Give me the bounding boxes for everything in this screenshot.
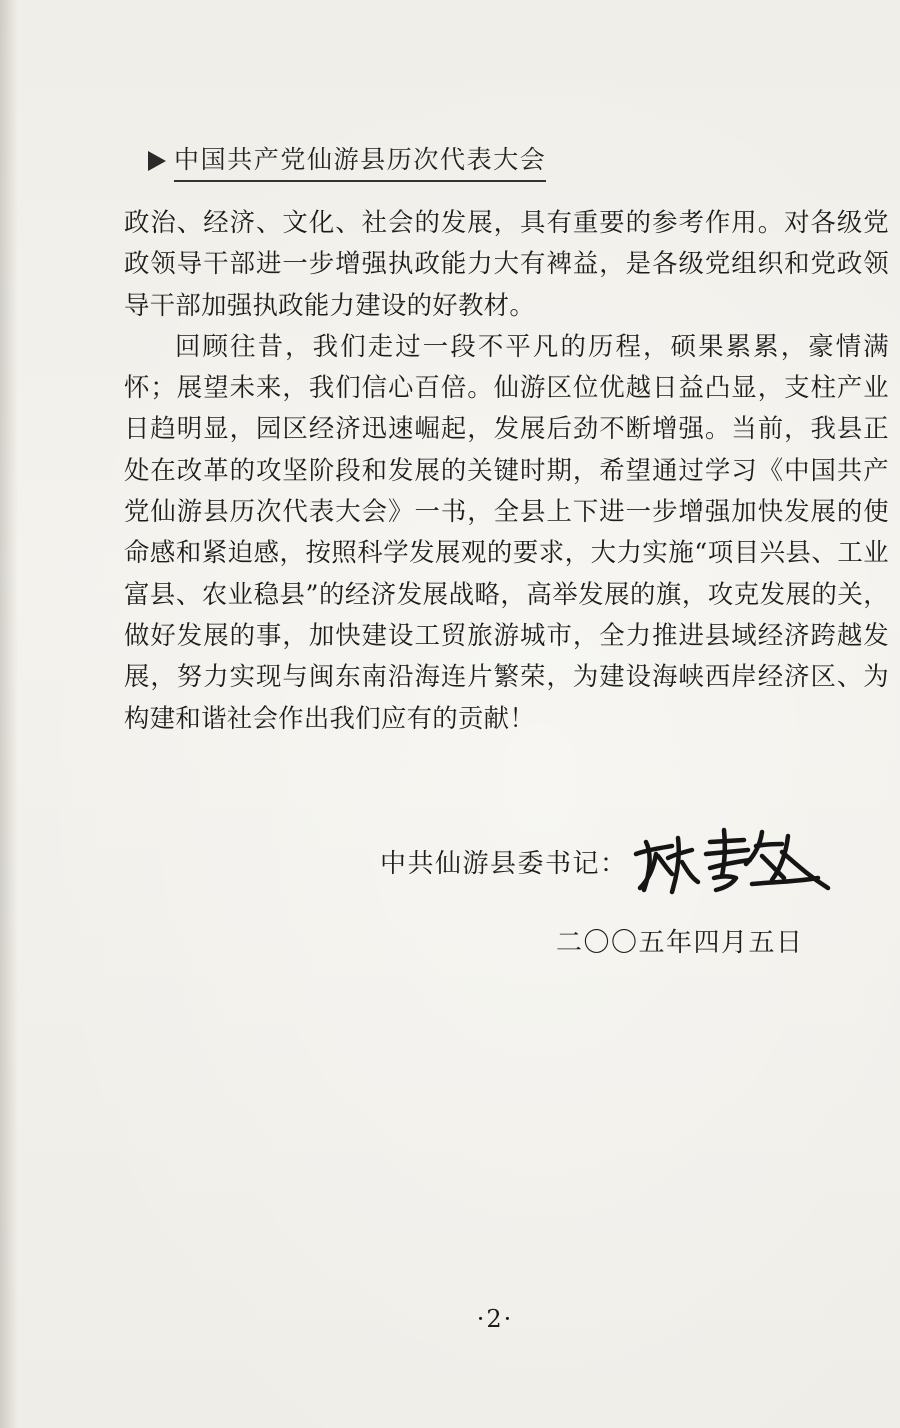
page-number: ·2· (476, 1305, 514, 1333)
triangle-icon (148, 151, 166, 171)
paragraph-main: 回顾往昔，我们走过一段不平凡的历程，硕果累累，豪情满怀；展望未来，我们信心百倍。仙游区位优越日益凸显，支柱产业日趋明显，园区经济迅速崛起，发展后劲不断增强。当前，我县正处在改革的攻坚阶段和发展的关键时期，希望通过学习《中国共产党仙游县历次代表大会》一书，全县上下进一步增强加快发展的使命感和紧迫感，按照科学发展观的要求，大力实施“项目兴县、工业富县、农业稳县”的经济发展战略，高举发展的旗，攻克发展的关，做好发展的事，加快建设工贸旅游城市，全力推进县域经济跨越发展，努力实现与闽东南沿海连片繁荣，为建设海峡西岸经济区、为构建和谐社会作出我们应有的贡献！ (124, 330, 889, 733)
body-text (124, 202, 889, 739)
header-title: 中国共产党仙游县历次代表大会 (174, 140, 546, 182)
handwritten-signature (632, 820, 832, 902)
signoff-title: 中共仙游县委书记： (380, 848, 628, 879)
paragraph-continuation: 政治、经济、文化、社会的发展，具有重要的参考作用。对各级党政领导干部进一步增强执政能力大有裨益，是各级党组织和党政领导干部加强执政能力建设的好教材。 (124, 207, 889, 320)
binding-shadow (0, 0, 18, 1428)
running-header (148, 140, 546, 182)
signoff (380, 820, 832, 902)
signoff-date: 二〇〇五年四月五日 (556, 928, 804, 958)
